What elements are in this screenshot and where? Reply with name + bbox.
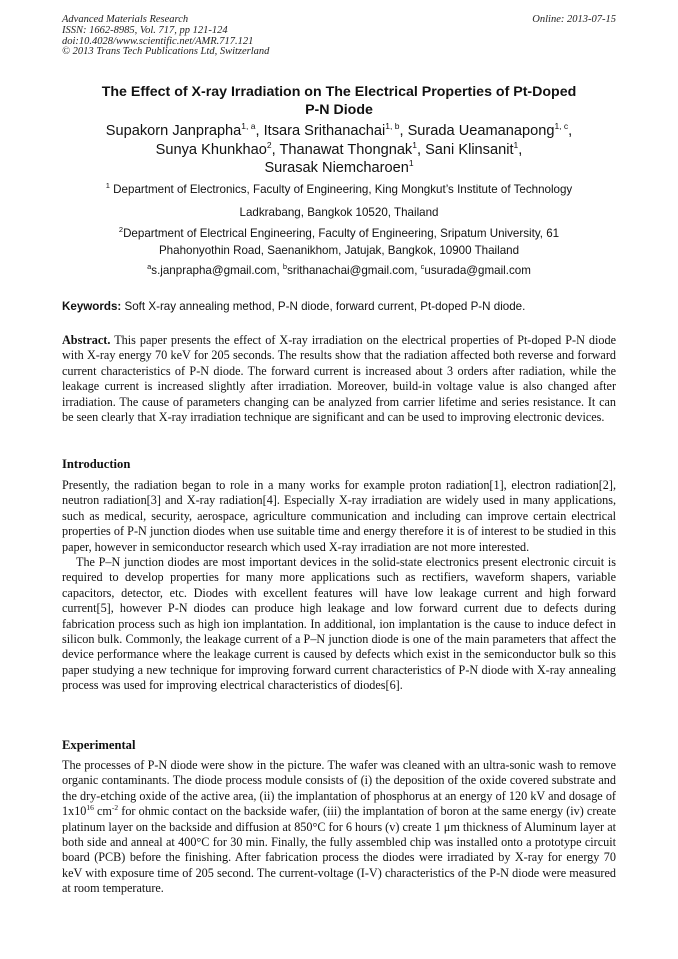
author-affil-sup: 1: [412, 139, 417, 150]
abstract: [62, 333, 616, 425]
email-sup: a: [147, 262, 152, 271]
affiliation-sup: 2: [118, 225, 124, 234]
author-affil-sup: 2: [266, 139, 272, 150]
introduction-paragraph-1: Presently, the radiation began to role in a many works for example proton radiation[1], electron radiation[2], neutron radiation[3] and X-ray radiation[4]. Especially X-ray irradiation are widely used in many applications, such as medical, security, aerospace, agriculture communication and including can improve certain electrical properties of P-N junction diodes when use suitable time and energy therefore it is of interest to be studied in this paper, however in semiconductor research which used X-ray irradiation are not more interested.: [62, 478, 616, 554]
paper-title: [62, 83, 616, 119]
journal-header: [62, 15, 616, 58]
affiliation-2-line-2: Phahonyothin Road, Saenanikhom, Jatujak, Bangkok, 10900 Thailand: [158, 243, 520, 257]
affiliation-sup: 1: [105, 181, 110, 190]
online-date: Online: 2013-07-15: [532, 14, 616, 25]
author-name: Surada Ueamanapong: [407, 123, 555, 139]
affiliation-text: Department of Electrical Engineering, Faculty of Engineering, Sripatum University, 61: [123, 227, 560, 240]
abstract-label: Abstract.: [62, 333, 111, 347]
author-list: [62, 122, 616, 178]
experimental-body: [62, 758, 616, 897]
author-affil-sup: 1, a: [241, 121, 256, 131]
author-name: Sunya Khunkhao: [155, 141, 267, 158]
author-name: Surasak Niemcharoen: [264, 160, 409, 177]
affiliation-1-line-2: Ladkrabang, Bangkok 10520, Thailand: [239, 205, 439, 219]
author-affil-sup: 1, b: [385, 121, 400, 131]
introduction-paragraph-2: The P–N junction diodes are most important devices in the solid-state electronics present electronic circuit is required to develop properties for many more applications such as rectifiers, waveform shapers, variable capacitors, detector, etc. Diodes with excellent features will have low leakage current and high forward current[5], however P-N diodes can produce high leakage and low forward current due to defects during fabrication process such as high ion implantation. In additional, ion implantation is the cause to induce defect in silicon bulk. Commonly, the leakage current of a P–N junction diode is one of the main parameters that affect the device performance where the leakage current is caused by defects which exist in the semiconductor bulk so this paper studying a new technique for improving forward current characteristics of P-N diode with X-ray annealing process was used for improving electrical characteristics of diodes[6].: [62, 555, 616, 693]
copyright-line: © 2013 Trans Tech Publications Ltd, Switzerland: [62, 46, 270, 58]
affiliation-text: Department of Electronics, Faculty of Engineering, King Mongkut’s Institute of Technology: [113, 183, 573, 196]
author-name: Supakorn Janprapha: [105, 123, 242, 139]
author-line-1: Supakorn Janprapha$^{1, a}$, Itsara Srithanachai$^{1, b}$, Surada Ueamanapong$^{1, c}$,: [105, 121, 573, 139]
title-line-2: P-N Diode: [305, 102, 373, 118]
email-sup: b: [282, 262, 288, 271]
introduction-heading: Introduction: [62, 457, 131, 471]
author-affil-sup: 1: [408, 158, 414, 169]
author-name: Thanawat Thongnak: [279, 141, 413, 158]
author-affil-sup: 1, c: [554, 121, 569, 131]
email-line: [62, 263, 616, 280]
issn-line: ISSN: 1662-8985, Vol. 717, pp 121-124: [62, 24, 228, 36]
author-name: Itsara Srithanachai: [263, 123, 386, 139]
dose-exponent: 16: [86, 803, 94, 813]
unit-exponent: -2: [111, 803, 119, 813]
experimental-text-a: The processes of P-N diode were show in the picture. The wafer was cleaned with an ultra-sonic wash to remove organic contaminants. The diode process module consists of (i) the deposition of the oxide covered substrate and the dry-etching oxide of the active area, (ii) the implantation of phosphorus at an energy of 120 kV and dosage of 1x10: [62, 758, 616, 819]
email-b: srithanachai@gmail.com,: [287, 264, 421, 277]
affiliation-1-line-1: [62, 182, 616, 199]
affiliation-1: [62, 182, 616, 221]
affiliation-2-line-1: [62, 226, 616, 243]
email-c: usurada@gmail.com: [424, 264, 531, 277]
keywords-text: Soft X-ray annealing method, P-N diode, forward current, Pt-doped P-N diode.: [121, 300, 526, 313]
journal-name: Advanced Materials Research: [62, 14, 189, 25]
author-affil-sup: 1: [513, 139, 519, 150]
introduction-body: [62, 478, 616, 694]
experimental-heading: Experimental: [62, 738, 136, 752]
author-line-2: Sunya Khunkhao$^2$, Thanawat Thongnak$^1$, Sani Klinsanit$^1$,: [155, 139, 523, 158]
keywords-label: Keywords:: [62, 300, 122, 313]
keywords: [62, 299, 616, 314]
author-name: Sani Klinsanit: [425, 141, 514, 158]
abstract-text: This paper presents the effect of X-ray irradiation on the electrical properties of Pt-doped P-N diode with X-ray energy 70 keV for 205 seconds. The results show that the radiation affected both reverse and forward current characteristics of P-N diode. The forward current is increased about 3 orders after radiation, while the leakage current is increased slightly after irradiation. Moreover, build-in voltage value is also changed after irradiation. The cause of parameters changing can be analyzed from carrier lifetime and series resistance. It can be seen clearly that X-ray irradiation technique are significant and can be used to improving electronic devices.: [62, 333, 616, 425]
doi-line: doi:10.4028/www.scientific.net/AMR.717.121: [62, 35, 254, 47]
experimental-text-b: cm: [93, 804, 112, 819]
experimental-text-c: for ohmic contact on the backside wafer, (iii) the implantation of boron at the same energy (iv) create platinum layer on the backside and diffusion at 850°C for 6 hours (v) create 1 μm thickness of Aluminum layer at both side and anneal at 400°C for 30 min. Finally, the fully assembled chip was installed onto a prototype circuit board (PCB) before the finishing. After fabrication process the diodes were irradiated by X-ray for energy 70 keV with exposure time of 205 second. The current-voltage (I-V) characteristics of the P-N diode were measured at room temperature.: [62, 804, 617, 896]
author-line-3: [62, 159, 616, 178]
email-a: s.janprapha@gmail.com,: [151, 264, 283, 277]
affiliation-2: [62, 226, 616, 259]
email-sup: c: [420, 262, 425, 271]
title-line-1: The Effect of X-ray Irradiation on The Electrical Properties of Pt-Doped: [101, 84, 577, 100]
